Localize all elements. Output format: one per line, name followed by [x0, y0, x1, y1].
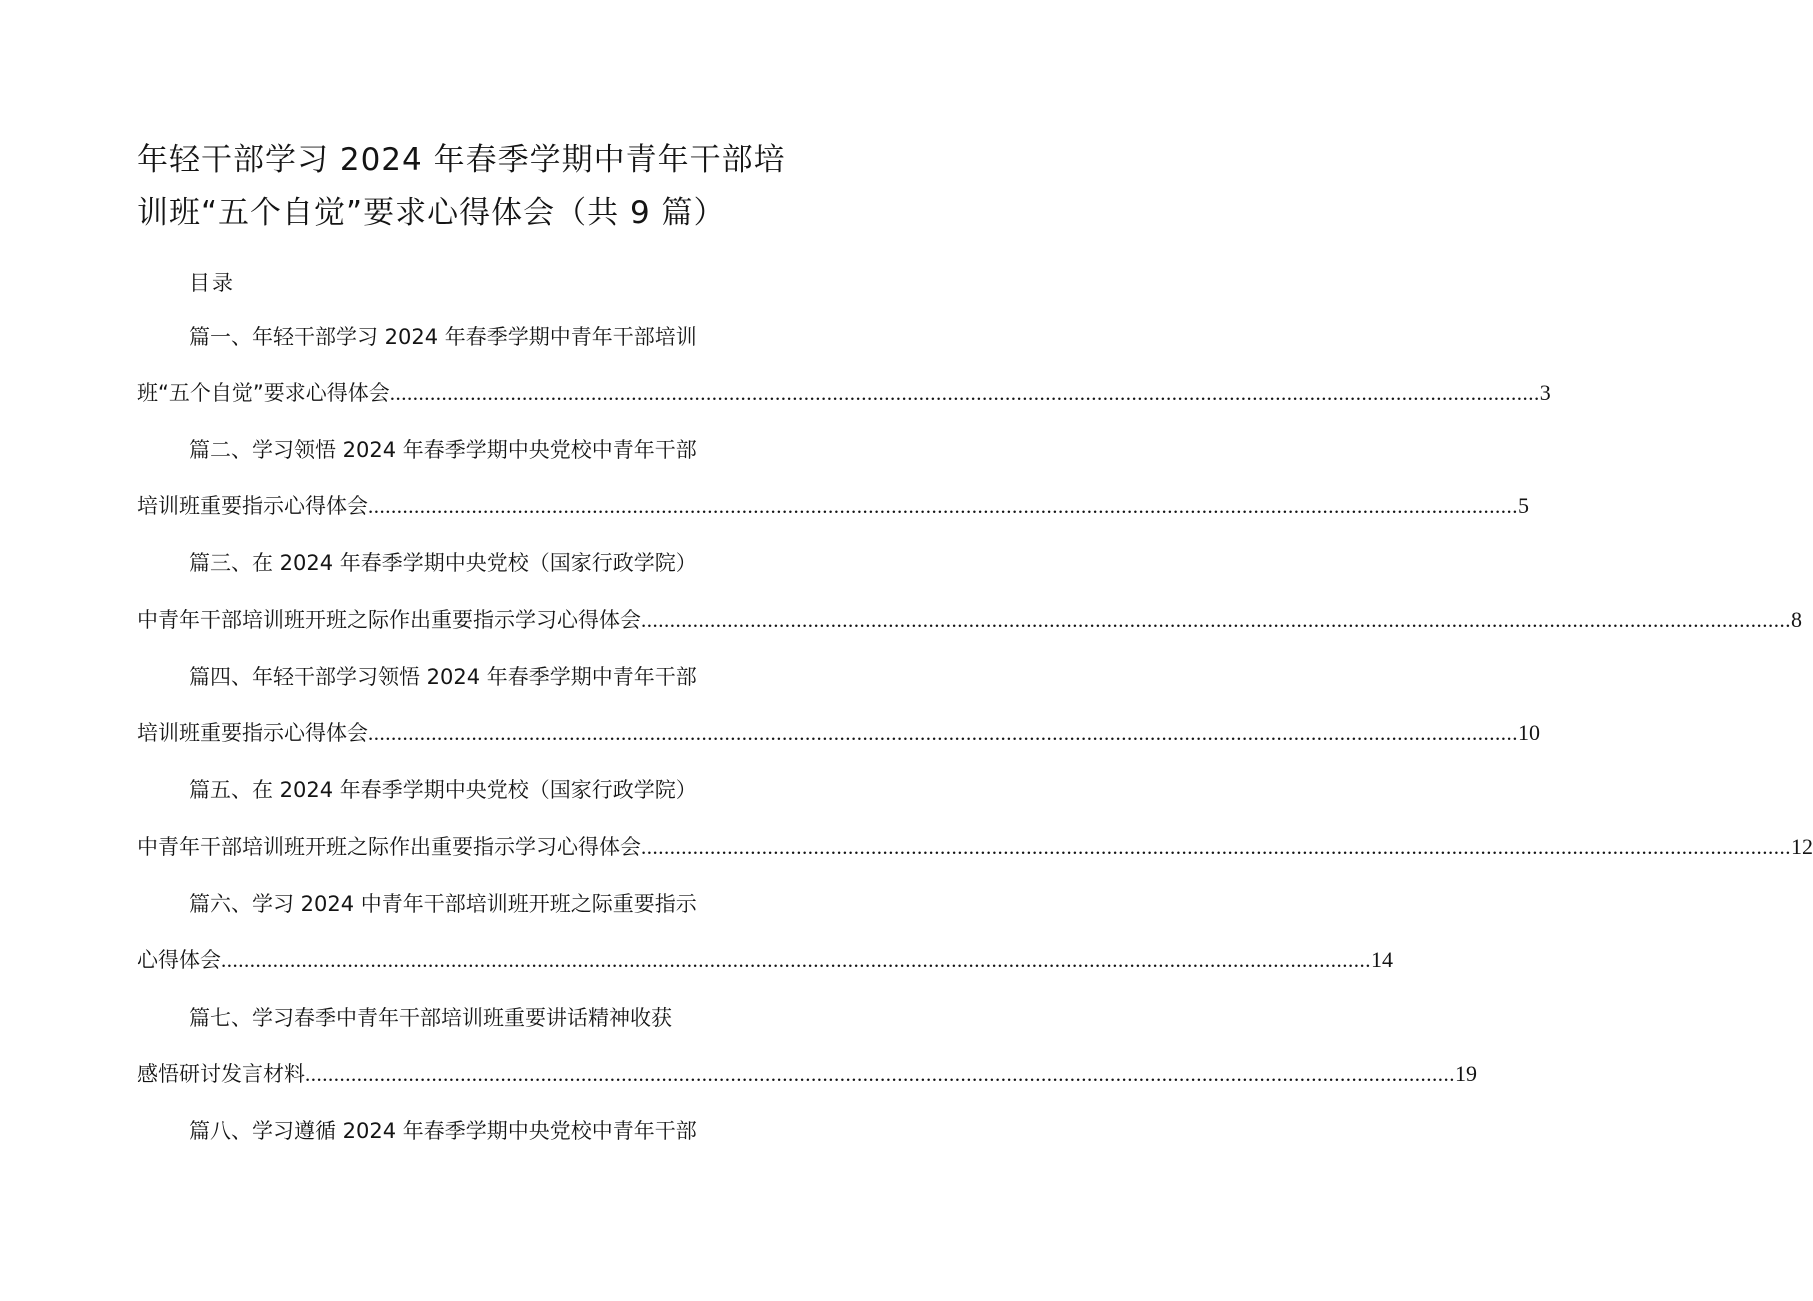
- dot-leader: ........................................................................................................................................................................................................: [368, 721, 1518, 745]
- toc-entry-text: 培训班重要指示心得体会: [137, 721, 368, 745]
- toc-entry-1-continuation[interactable]: [137, 377, 1551, 409]
- dot-leader: ........................................................................................................................................................................................................: [368, 494, 1518, 518]
- dot-leader: ........................................................................................................................................................................................................: [389, 381, 1540, 405]
- dot-leader: ........................................................................................................................................................................................................: [641, 835, 1791, 859]
- toc-page-number: 5: [1518, 493, 1529, 518]
- toc-page-number: 8: [1791, 607, 1802, 632]
- toc-entry-text: 中青年干部培训班开班之际作出重要指示学习心得体会: [137, 608, 641, 632]
- toc-page-number: 12: [1791, 834, 1813, 859]
- toc-page-number: 10: [1518, 720, 1540, 745]
- toc-entry-text: 培训班重要指示心得体会: [137, 494, 368, 518]
- title-line-1: 年轻干部学习 2024 年春季学期中青年干部培: [137, 142, 786, 178]
- toc-entry-text: 中青年干部培训班开班之际作出重要指示学习心得体会: [137, 835, 641, 859]
- dot-leader: ........................................................................................................................................................................................................: [221, 948, 1371, 972]
- toc-entry-2-title[interactable]: 篇二、学习领悟 2024 年春季学期中央党校中青年干部: [189, 438, 697, 462]
- toc-entry-3-title[interactable]: 篇三、在 2024 年春季学期中央党校（国家行政学院）: [189, 551, 697, 575]
- toc-entry-1-title[interactable]: 篇一、年轻干部学习 2024 年春季学期中青年干部培训: [189, 325, 697, 349]
- toc-entry-6-title[interactable]: 篇六、学习 2024 中青年干部培训班开班之际重要指示: [189, 892, 697, 916]
- toc-entry-text: 班“五个自觉”要求心得体会: [137, 381, 390, 405]
- toc-entry-7-title[interactable]: 篇七、学习春季中青年干部培训班重要讲话精神收获: [189, 1006, 672, 1030]
- toc-entry-3-continuation[interactable]: [137, 604, 1802, 636]
- title-line-2: 训班“五个自觉”要求心得体会（共 9 篇）: [137, 195, 726, 231]
- toc-page-number: 19: [1455, 1061, 1477, 1086]
- toc-entry-6-continuation[interactable]: [137, 944, 1393, 976]
- toc-entry-text: 感悟研讨发言材料: [137, 1062, 305, 1086]
- toc-page-number: 14: [1371, 947, 1393, 972]
- toc-heading: 目录: [189, 271, 235, 295]
- toc-entry-4-title[interactable]: 篇四、年轻干部学习领悟 2024 年春季学期中青年干部: [189, 665, 697, 689]
- toc-page-number: 3: [1539, 380, 1551, 405]
- toc-entry-5-continuation[interactable]: [137, 831, 1813, 863]
- toc-entry-8-title[interactable]: 篇八、学习遵循 2024 年春季学期中央党校中青年干部: [189, 1119, 697, 1143]
- dot-leader: ........................................................................................................................................................................................................: [305, 1062, 1455, 1086]
- document-title: [137, 134, 797, 240]
- toc-entry-4-continuation[interactable]: [137, 717, 1540, 749]
- toc-entry-text: 心得体会: [137, 948, 221, 972]
- toc-entry-5-title[interactable]: 篇五、在 2024 年春季学期中央党校（国家行政学院）: [189, 778, 697, 802]
- toc-entry-2-continuation[interactable]: [137, 490, 1529, 522]
- toc-entry-7-continuation[interactable]: [137, 1058, 1477, 1090]
- dot-leader: ........................................................................................................................................................................................................: [641, 608, 1791, 632]
